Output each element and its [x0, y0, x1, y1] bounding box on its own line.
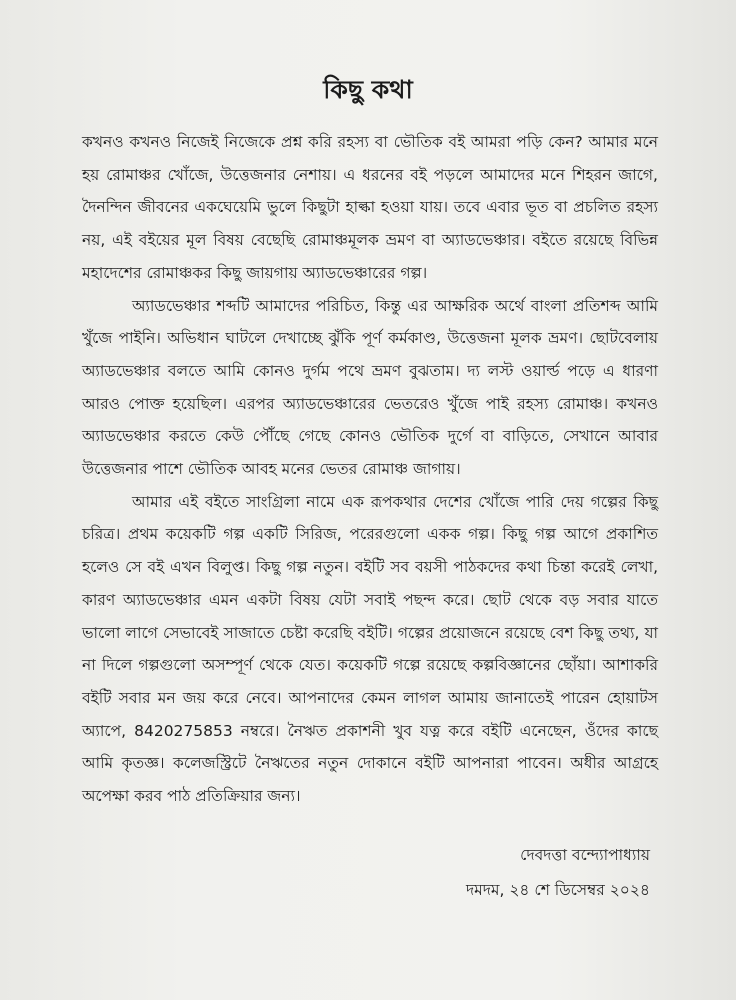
page-title: কিছু কথা — [323, 75, 413, 104]
paragraph-2: অ্যাডভেঞ্চার শব্দটি আমাদের পরিচিত, কিন্তু এর আক্ষরিক অর্থে বাংলা প্রতিশব্দ আমি খুঁজে পাইনি। অভিধান ঘাটলে দেখাচ্ছে ঝুঁকি পূর্ণ কর্মকাণ্ড, উত্তেজনা মূলক ভ্রমণ। ছোটবেলায় অ্যাডভেঞ্চার বলতে আমি কোনও দুর্গম পথে ভ্রমণ বুঝতাম। দ্য লস্ট ওয়ার্ল্ড পড়ে এ ধারণা আরও পোক্ত হয়েছিল। এরপর অ্যাডভেঞ্চারের ভেতরেও খুঁজে পাই রহস্য রোমাঞ্চ। কখনও অ্যাডভেঞ্চার করতে কেউ পৌঁছে গেছে কোনও ভৌতিক দুর্গে বা বাড়িতে, সেখানে আবার উত্তেজনার পাশে ভৌতিক আবহ মনের ভেতর রোমাঞ্চ জাগায়। — [82, 296, 658, 479]
preface-body — [82, 126, 658, 813]
place-and-date: দমদম, ২৪ শে ডিসেম্বর ২০২৪ — [466, 881, 650, 899]
paragraph-3: আমার এই বইতে সাংগ্রিলা নামে এক রূপকথার দেশের খোঁজে পারি দেয় গল্পের কিছু চরিত্র। প্রথম কয়েকটি গল্প একটি সিরিজ, পরেরগুলো একক গল্প। কিছু গল্প আগে প্রকাশিত হলেও সে বই এখন বিলুপ্ত। কিছু গল্প নতুন। বইটি সব বয়সী পাঠকদের কথা চিন্তা করেই লেখা, কারণ অ্যাডভেঞ্চার এমন একটা বিষয় যেটা সবাই পছন্দ করে। ছোট থেকে বড় সবার যাতে ভালো লাগে সেভাবেই সাজাতে চেষ্টা করেছি বইটি। গল্পের প্রয়োজনে রয়েছে বেশ কিছু তথ্য, যা না দিলে গল্পগুলো অসম্পূর্ণ থেকে যেত। কয়েকটি গল্পে রয়েছে কল্পবিজ্ঞানের ছোঁয়া। আশাকরি বইটি সবার মন জয় করে নেবে। আপনাদের কেমন লাগল আমায় জানাতেই পারেন হোয়াটস অ্যাপে, 8420275853 নম্বরে। নৈঋত প্রকাশনী খুব যত্ন করে বইটি এনেছেন, ওঁদের কাছে আমি কৃতজ্ঞ। কলেজস্ট্রিটে নৈঋতের নতুন দোকানে বইটি আপনারা পাবেন। অধীর আগ্রহে অপেক্ষা করব পাঠ প্রতিক্রিয়ার জন্য। — [82, 492, 658, 806]
author-name: দেবদত্তা বন্দ্যোপাধ্যায় — [520, 846, 650, 864]
paragraph-1: কখনও কখনও নিজেই নিজেকে প্রশ্ন করি রহস্য বা ভৌতিক বই আমরা পড়ি কেন? আমার মনে হয় রোমাঞ্চর খোঁজে, উত্তেজনার নেশায়। এ ধরনের বই পড়লে আমাদের মনে শিহরন জাগে, দৈনন্দিন জীবনের একঘেয়েমি ভুলে কিছুটা হাল্কা হওয়া যায়। তবে এবার ভূত বা প্রচলিত রহস্য নয়, এই বইয়ের মূল বিষয় বেছেছি রোমাঞ্চমূলক ভ্রমণ বা অ্যাডভেঞ্চার। বইতে রয়েছে বিভিন্ন মহাদেশের রোমাঞ্চকর কিছু জায়গায় অ্যাডভেঞ্চারের গল্প। — [82, 133, 658, 282]
